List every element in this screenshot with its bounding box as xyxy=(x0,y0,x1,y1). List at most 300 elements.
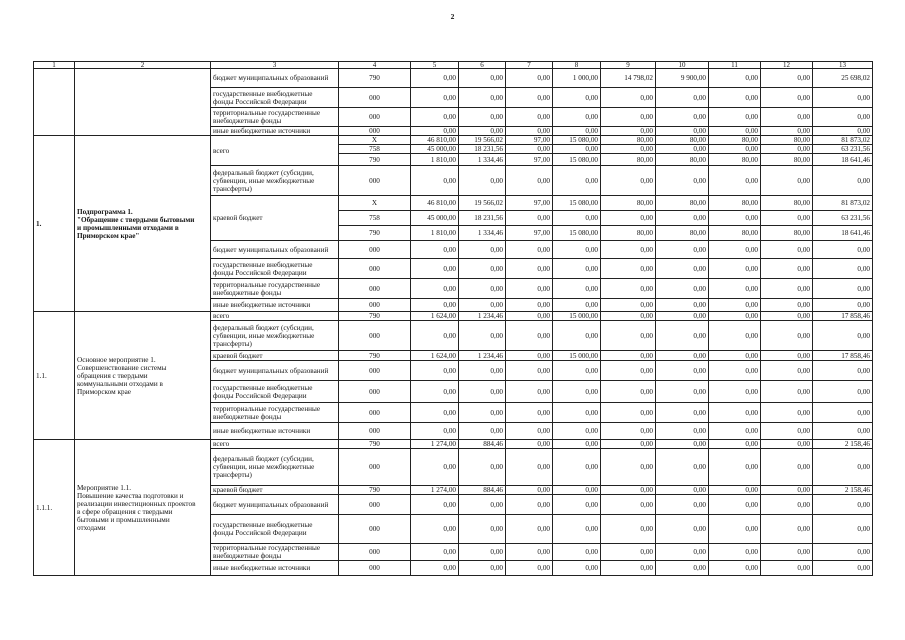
code-cell: 758 xyxy=(339,145,411,154)
amount-cell: 80,00 xyxy=(761,136,813,145)
amount-cell: 0,00 xyxy=(761,312,813,321)
amount-cell: 0,00 xyxy=(601,544,656,561)
amount-cell: 0,00 xyxy=(813,127,873,136)
amount-cell: 0,00 xyxy=(553,88,601,108)
amount-cell: 0,00 xyxy=(813,449,873,486)
amount-cell: 0,00 xyxy=(656,259,709,279)
amount-cell: 0,00 xyxy=(459,299,506,312)
amount-cell: 0,00 xyxy=(459,127,506,136)
amount-cell: 18 231,56 xyxy=(459,145,506,154)
amount-cell: 15 080,00 xyxy=(553,154,601,166)
amount-cell: 0,00 xyxy=(813,515,873,544)
amount-cell: 0,00 xyxy=(709,241,761,259)
amount-cell: 0,00 xyxy=(761,440,813,449)
amount-cell: 0,00 xyxy=(506,321,553,351)
code-cell: X xyxy=(339,136,411,145)
amount-cell: 2 158,46 xyxy=(813,440,873,449)
amount-cell: 0,00 xyxy=(506,423,553,440)
amount-cell: 0,00 xyxy=(411,127,459,136)
amount-cell: 46 810,00 xyxy=(411,136,459,145)
amount-cell: 0,00 xyxy=(411,299,459,312)
amount-cell: 81 873,02 xyxy=(813,136,873,145)
amount-cell: 0,00 xyxy=(709,259,761,279)
amount-cell: 0,00 xyxy=(506,361,553,381)
amount-cell: 25 698,02 xyxy=(813,69,873,88)
amount-cell: 80,00 xyxy=(656,136,709,145)
amount-cell: 1 810,00 xyxy=(411,154,459,166)
amount-cell: 0,00 xyxy=(709,321,761,351)
amount-cell: 1 234,46 xyxy=(459,312,506,321)
amount-cell: 0,00 xyxy=(656,403,709,423)
code-cell: 790 xyxy=(339,226,411,241)
column-number-header: 13 xyxy=(813,62,873,69)
amount-cell: 0,00 xyxy=(506,486,553,495)
amount-cell: 0,00 xyxy=(459,381,506,403)
funding-source-cell: иные внебюджетные источники xyxy=(211,423,339,440)
amount-cell: 0,00 xyxy=(761,351,813,361)
amount-cell: 0,00 xyxy=(411,166,459,196)
code-cell: 000 xyxy=(339,299,411,312)
amount-cell: 0,00 xyxy=(601,88,656,108)
amount-cell: 15 000,00 xyxy=(553,312,601,321)
amount-cell: 0,00 xyxy=(656,381,709,403)
amount-cell: 0,00 xyxy=(813,544,873,561)
amount-cell: 0,00 xyxy=(553,495,601,515)
amount-cell: 1 334,46 xyxy=(459,226,506,241)
amount-cell: 0,00 xyxy=(553,321,601,351)
amount-cell: 0,00 xyxy=(656,145,709,154)
amount-cell: 15 080,00 xyxy=(553,196,601,211)
amount-cell: 80,00 xyxy=(709,226,761,241)
code-cell: 790 xyxy=(339,154,411,166)
amount-cell: 0,00 xyxy=(553,423,601,440)
amount-cell: 0,00 xyxy=(459,166,506,196)
funding-source-cell: государственные внебюджетные фонды Российской Федерации xyxy=(211,88,339,108)
amount-cell: 0,00 xyxy=(601,321,656,351)
code-cell: 790 xyxy=(339,69,411,88)
funding-source-cell: государственные внебюджетные фонды Российской Федерации xyxy=(211,515,339,544)
amount-cell: 0,00 xyxy=(601,166,656,196)
amount-cell: 0,00 xyxy=(813,108,873,127)
amount-cell: 18 231,56 xyxy=(459,211,506,226)
column-number-header: 10 xyxy=(656,62,709,69)
column-number-row xyxy=(34,62,873,69)
amount-cell: 0,00 xyxy=(601,351,656,361)
code-cell: 000 xyxy=(339,241,411,259)
funding-source-cell: территориальные государственные внебюджетные фонды xyxy=(211,403,339,423)
amount-cell: 0,00 xyxy=(709,561,761,576)
code-cell: 790 xyxy=(339,312,411,321)
amount-cell: 0,00 xyxy=(553,403,601,423)
amount-cell: 0,00 xyxy=(553,440,601,449)
funding-source-cell: федеральный бюджет (субсидии, субвенции, иные межбюджетные трансферты) xyxy=(211,321,339,351)
amount-cell: 18 641,46 xyxy=(813,154,873,166)
amount-cell: 0,00 xyxy=(506,561,553,576)
amount-cell: 0,00 xyxy=(553,108,601,127)
amount-cell: 18 641,46 xyxy=(813,226,873,241)
amount-cell: 0,00 xyxy=(553,561,601,576)
amount-cell: 0,00 xyxy=(553,486,601,495)
amount-cell: 0,00 xyxy=(761,423,813,440)
column-number-header: 3 xyxy=(211,62,339,69)
funding-source-cell: бюджет муниципальных образований xyxy=(211,495,339,515)
amount-cell: 0,00 xyxy=(709,88,761,108)
amount-cell: 0,00 xyxy=(761,561,813,576)
column-number-header: 9 xyxy=(601,62,656,69)
section-title-cell: Мероприятие 1.1. Повышение качества подготовки и реализации инвестиционных проектов в сфере обращения с твердыми бытовыми и промышленными отходами xyxy=(75,440,211,576)
amount-cell: 0,00 xyxy=(506,259,553,279)
amount-cell: 0,00 xyxy=(459,544,506,561)
amount-cell: 0,00 xyxy=(506,495,553,515)
amount-cell: 0,00 xyxy=(553,259,601,279)
amount-cell: 81 873,02 xyxy=(813,196,873,211)
amount-cell: 0,00 xyxy=(656,108,709,127)
amount-cell: 0,00 xyxy=(411,561,459,576)
amount-cell: 0,00 xyxy=(656,449,709,486)
amount-cell: 0,00 xyxy=(761,259,813,279)
code-cell: 000 xyxy=(339,381,411,403)
code-cell: 790 xyxy=(339,486,411,495)
code-cell: 000 xyxy=(339,279,411,299)
amount-cell: 0,00 xyxy=(709,108,761,127)
amount-cell: 0,00 xyxy=(506,403,553,423)
amount-cell: 0,00 xyxy=(709,486,761,495)
amount-cell: 0,00 xyxy=(761,127,813,136)
amount-cell: 0,00 xyxy=(459,108,506,127)
funding-source-cell: федеральный бюджет (субсидии, субвенции, иные межбюджетные трансферты) xyxy=(211,166,339,196)
funding-source-cell: всего xyxy=(211,312,339,321)
amount-cell: 19 566,02 xyxy=(459,196,506,211)
funding-source-cell: краевой бюджет xyxy=(211,486,339,495)
amount-cell: 0,00 xyxy=(506,279,553,299)
amount-cell: 0,00 xyxy=(813,299,873,312)
amount-cell: 0,00 xyxy=(656,351,709,361)
amount-cell: 0,00 xyxy=(459,69,506,88)
amount-cell: 80,00 xyxy=(761,154,813,166)
amount-cell: 0,00 xyxy=(601,449,656,486)
amount-cell: 0,00 xyxy=(813,88,873,108)
code-cell: 000 xyxy=(339,166,411,196)
amount-cell: 0,00 xyxy=(411,69,459,88)
amount-cell: 0,00 xyxy=(709,423,761,440)
amount-cell: 0,00 xyxy=(601,127,656,136)
amount-cell: 0,00 xyxy=(411,381,459,403)
code-cell: 000 xyxy=(339,423,411,440)
code-cell: 000 xyxy=(339,561,411,576)
code-cell: 790 xyxy=(339,351,411,361)
amount-cell: 0,00 xyxy=(656,299,709,312)
amount-cell: 0,00 xyxy=(601,241,656,259)
section-title-cell: Основное мероприятие 1. Совершенствование системы обращения с твердыми коммунальными отходами в Приморском крае xyxy=(75,312,211,440)
budget-allocation-table xyxy=(33,61,873,576)
amount-cell: 63 231,56 xyxy=(813,145,873,154)
table-row xyxy=(34,312,873,321)
amount-cell: 0,00 xyxy=(656,440,709,449)
amount-cell: 0,00 xyxy=(761,241,813,259)
amount-cell: 0,00 xyxy=(411,241,459,259)
amount-cell: 0,00 xyxy=(813,361,873,381)
funding-source-cell: территориальные государственные внебюджетные фонды xyxy=(211,544,339,561)
amount-cell: 0,00 xyxy=(553,241,601,259)
amount-cell: 97,00 xyxy=(506,136,553,145)
budget-table-body xyxy=(34,69,873,576)
amount-cell: 0,00 xyxy=(656,321,709,351)
amount-cell: 0,00 xyxy=(709,449,761,486)
amount-cell: 0,00 xyxy=(411,515,459,544)
code-cell: 000 xyxy=(339,403,411,423)
amount-cell: 0,00 xyxy=(709,312,761,321)
code-cell: 758 xyxy=(339,211,411,226)
amount-cell: 0,00 xyxy=(601,440,656,449)
amount-cell: 0,00 xyxy=(656,211,709,226)
code-cell: 000 xyxy=(339,495,411,515)
amount-cell: 0,00 xyxy=(813,403,873,423)
amount-cell: 0,00 xyxy=(761,299,813,312)
amount-cell: 0,00 xyxy=(411,495,459,515)
amount-cell: 0,00 xyxy=(506,69,553,88)
amount-cell: 0,00 xyxy=(709,361,761,381)
page-number: 2 xyxy=(450,12,455,21)
code-cell: 000 xyxy=(339,544,411,561)
code-cell: 000 xyxy=(339,88,411,108)
amount-cell: 0,00 xyxy=(709,127,761,136)
amount-cell: 0,00 xyxy=(506,166,553,196)
amount-cell: 0,00 xyxy=(709,381,761,403)
section-title-cell xyxy=(75,69,211,136)
amount-cell: 0,00 xyxy=(813,321,873,351)
amount-cell: 1 234,46 xyxy=(459,351,506,361)
amount-cell: 0,00 xyxy=(761,108,813,127)
amount-cell: 0,00 xyxy=(761,145,813,154)
code-cell: 000 xyxy=(339,321,411,351)
amount-cell: 0,00 xyxy=(601,423,656,440)
amount-cell: 0,00 xyxy=(761,69,813,88)
amount-cell: 80,00 xyxy=(656,154,709,166)
amount-cell: 0,00 xyxy=(761,211,813,226)
amount-cell: 0,00 xyxy=(601,515,656,544)
amount-cell: 0,00 xyxy=(601,211,656,226)
amount-cell: 0,00 xyxy=(506,544,553,561)
amount-cell: 0,00 xyxy=(459,515,506,544)
amount-cell: 0,00 xyxy=(553,166,601,196)
amount-cell: 97,00 xyxy=(506,154,553,166)
amount-cell: 0,00 xyxy=(411,321,459,351)
funding-source-cell: иные внебюджетные источники xyxy=(211,299,339,312)
amount-cell: 1 274,00 xyxy=(411,486,459,495)
amount-cell: 0,00 xyxy=(411,361,459,381)
funding-source-cell: иные внебюджетные источники xyxy=(211,561,339,576)
amount-cell: 80,00 xyxy=(601,226,656,241)
amount-cell: 97,00 xyxy=(506,196,553,211)
table-row xyxy=(34,136,873,145)
amount-cell: 0,00 xyxy=(761,381,813,403)
amount-cell: 0,00 xyxy=(709,515,761,544)
funding-source-cell: бюджет муниципальных образований xyxy=(211,241,339,259)
amount-cell: 1 624,00 xyxy=(411,351,459,361)
amount-cell: 0,00 xyxy=(506,351,553,361)
amount-cell: 0,00 xyxy=(411,279,459,299)
amount-cell: 0,00 xyxy=(761,486,813,495)
amount-cell: 0,00 xyxy=(601,495,656,515)
amount-cell: 0,00 xyxy=(553,145,601,154)
funding-source-cell: территориальные государственные внебюджетные фонды xyxy=(211,279,339,299)
amount-cell: 0,00 xyxy=(709,69,761,88)
code-cell: 000 xyxy=(339,361,411,381)
amount-cell: 0,00 xyxy=(506,299,553,312)
amount-cell: 0,00 xyxy=(761,321,813,351)
amount-cell: 1 334,46 xyxy=(459,154,506,166)
amount-cell: 0,00 xyxy=(601,561,656,576)
funding-source-cell: иные внебюджетные источники xyxy=(211,127,339,136)
amount-cell: 0,00 xyxy=(709,351,761,361)
amount-cell: 884,46 xyxy=(459,440,506,449)
amount-cell: 0,00 xyxy=(506,108,553,127)
funding-source-cell: государственные внебюджетные фонды Российской Федерации xyxy=(211,259,339,279)
amount-cell: 9 900,00 xyxy=(656,69,709,88)
code-cell: 000 xyxy=(339,515,411,544)
amount-cell: 0,00 xyxy=(411,88,459,108)
amount-cell: 0,00 xyxy=(709,145,761,154)
section-number-cell xyxy=(34,69,75,136)
amount-cell: 0,00 xyxy=(709,440,761,449)
amount-cell: 0,00 xyxy=(459,495,506,515)
amount-cell: 1 000,00 xyxy=(553,69,601,88)
funding-source-cell: территориальные государственные внебюджетные фонды xyxy=(211,108,339,127)
amount-cell: 1 624,00 xyxy=(411,312,459,321)
amount-cell: 0,00 xyxy=(411,403,459,423)
amount-cell: 17 858,46 xyxy=(813,312,873,321)
amount-cell: 0,00 xyxy=(761,88,813,108)
funding-source-cell: краевой бюджет xyxy=(211,196,339,241)
amount-cell: 0,00 xyxy=(459,423,506,440)
column-number-header: 8 xyxy=(553,62,601,69)
amount-cell: 15 080,00 xyxy=(553,136,601,145)
amount-cell: 0,00 xyxy=(761,279,813,299)
amount-cell: 0,00 xyxy=(813,241,873,259)
amount-cell: 45 000,00 xyxy=(411,145,459,154)
amount-cell: 0,00 xyxy=(459,321,506,351)
code-cell: 000 xyxy=(339,449,411,486)
table-row xyxy=(34,69,873,88)
amount-cell: 0,00 xyxy=(459,259,506,279)
amount-cell: 0,00 xyxy=(813,166,873,196)
amount-cell: 0,00 xyxy=(553,299,601,312)
amount-cell: 0,00 xyxy=(553,127,601,136)
amount-cell: 97,00 xyxy=(506,226,553,241)
section-title-cell: Подпрограмма 1. "Обращение с твердыми бытовыми и промышленными отходами в Приморском крае" xyxy=(75,136,211,312)
amount-cell: 0,00 xyxy=(709,403,761,423)
amount-cell: 0,00 xyxy=(601,279,656,299)
amount-cell: 0,00 xyxy=(761,449,813,486)
funding-source-cell: бюджет муниципальных образований xyxy=(211,69,339,88)
amount-cell: 0,00 xyxy=(459,241,506,259)
amount-cell: 0,00 xyxy=(601,361,656,381)
code-cell: 000 xyxy=(339,108,411,127)
amount-cell: 17 858,46 xyxy=(813,351,873,361)
amount-cell: 0,00 xyxy=(709,211,761,226)
amount-cell: 0,00 xyxy=(656,88,709,108)
column-number-header: 1 xyxy=(34,62,75,69)
amount-cell: 0,00 xyxy=(813,259,873,279)
section-number-cell: 1.1.1. xyxy=(34,440,75,576)
amount-cell: 0,00 xyxy=(813,381,873,403)
amount-cell: 0,00 xyxy=(411,108,459,127)
amount-cell: 80,00 xyxy=(656,226,709,241)
amount-cell: 0,00 xyxy=(506,127,553,136)
code-cell: 000 xyxy=(339,259,411,279)
amount-cell: 0,00 xyxy=(553,515,601,544)
amount-cell: 0,00 xyxy=(601,259,656,279)
code-cell: 790 xyxy=(339,440,411,449)
amount-cell: 0,00 xyxy=(709,166,761,196)
amount-cell: 0,00 xyxy=(553,361,601,381)
column-number-header: 5 xyxy=(411,62,459,69)
amount-cell: 0,00 xyxy=(761,515,813,544)
amount-cell: 0,00 xyxy=(709,544,761,561)
amount-cell: 0,00 xyxy=(506,381,553,403)
column-number-header: 12 xyxy=(761,62,813,69)
amount-cell: 0,00 xyxy=(459,449,506,486)
amount-cell: 0,00 xyxy=(601,403,656,423)
amount-cell: 0,00 xyxy=(459,403,506,423)
amount-cell: 0,00 xyxy=(656,515,709,544)
amount-cell: 0,00 xyxy=(411,544,459,561)
amount-cell: 0,00 xyxy=(601,312,656,321)
amount-cell: 0,00 xyxy=(506,515,553,544)
amount-cell: 0,00 xyxy=(601,381,656,403)
amount-cell: 0,00 xyxy=(709,279,761,299)
amount-cell: 0,00 xyxy=(553,449,601,486)
column-number-header: 2 xyxy=(75,62,211,69)
amount-cell: 80,00 xyxy=(709,196,761,211)
funding-source-cell: всего xyxy=(211,136,339,166)
amount-cell: 19 566,02 xyxy=(459,136,506,145)
amount-cell: 80,00 xyxy=(656,196,709,211)
amount-cell: 0,00 xyxy=(656,486,709,495)
amount-cell: 0,00 xyxy=(709,299,761,312)
amount-cell: 80,00 xyxy=(761,226,813,241)
amount-cell: 0,00 xyxy=(506,449,553,486)
amount-cell: 0,00 xyxy=(656,127,709,136)
amount-cell: 15 080,00 xyxy=(553,226,601,241)
amount-cell: 15 000,00 xyxy=(553,351,601,361)
amount-cell: 0,00 xyxy=(411,449,459,486)
amount-cell: 0,00 xyxy=(656,495,709,515)
amount-cell: 0,00 xyxy=(761,166,813,196)
amount-cell: 0,00 xyxy=(656,241,709,259)
amount-cell: 0,00 xyxy=(601,299,656,312)
funding-source-cell: федеральный бюджет (субсидии, субвенции, иные межбюджетные трансферты) xyxy=(211,449,339,486)
amount-cell: 0,00 xyxy=(553,381,601,403)
amount-cell: 0,00 xyxy=(761,495,813,515)
amount-cell: 0,00 xyxy=(506,88,553,108)
amount-cell: 0,00 xyxy=(411,259,459,279)
amount-cell: 0,00 xyxy=(459,561,506,576)
funding-source-cell: бюджет муниципальных образований xyxy=(211,361,339,381)
amount-cell: 0,00 xyxy=(459,88,506,108)
amount-cell: 0,00 xyxy=(813,423,873,440)
amount-cell: 0,00 xyxy=(761,544,813,561)
amount-cell: 0,00 xyxy=(813,279,873,299)
amount-cell: 0,00 xyxy=(656,312,709,321)
amount-cell: 1 810,00 xyxy=(411,226,459,241)
amount-cell: 0,00 xyxy=(459,361,506,381)
funding-source-cell: государственные внебюджетные фонды Российской Федерации xyxy=(211,381,339,403)
column-number-header: 11 xyxy=(709,62,761,69)
table-row xyxy=(34,440,873,449)
amount-cell: 0,00 xyxy=(813,561,873,576)
amount-cell: 80,00 xyxy=(601,196,656,211)
